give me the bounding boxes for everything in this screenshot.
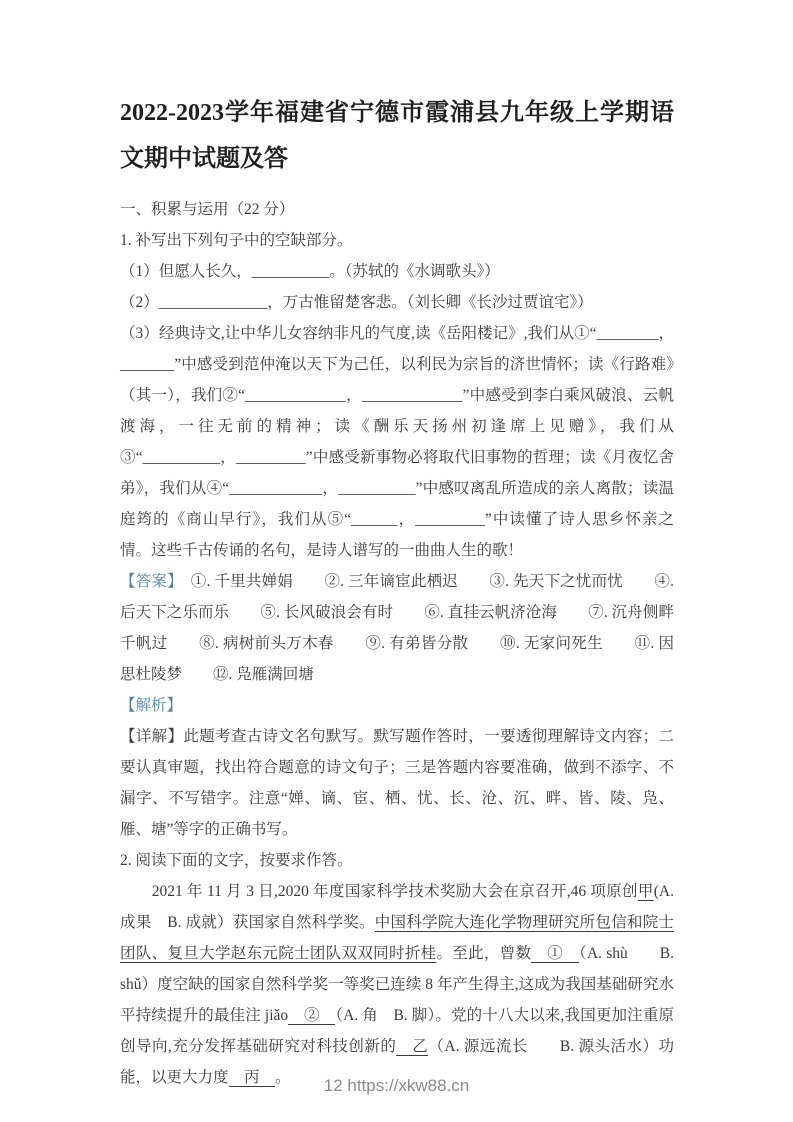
detail-paragraph bbox=[120, 721, 674, 845]
passage-seg-1: 2021 年 11 月 3 日,2020 年度国家科学技术奖励大会在京召开,46 项原创 bbox=[120, 883, 638, 900]
question-2-stem: 2. 阅读下面的文字，按要求作答。 bbox=[120, 852, 353, 869]
passage-seg-4: （A. shù B. shǔ）度空缺的国家自然科学奖一等奖已连续 8 年产生得主,这成为我国基础研究水平持续提升的最佳注 jiǎo bbox=[120, 945, 674, 1024]
choice-blank-yi: 乙 bbox=[396, 1038, 429, 1055]
emphasized-char: 数 · bbox=[516, 945, 532, 962]
passage-seg-2: (A. 成果 B. 成就）获国家自然科学奖。 bbox=[120, 883, 674, 931]
passage-seg-6: （A. 源远流长 B. 源头活水）功能，以更大力度 bbox=[120, 1038, 674, 1086]
question-1-stem: 1. 补写出下列句子中的空缺部分。 bbox=[120, 232, 353, 249]
page-footer: 12 https://xkw88.cn bbox=[323, 1076, 470, 1095]
choice-blank-1: ① bbox=[531, 945, 579, 962]
document-content bbox=[120, 90, 674, 1093]
question-2-passage bbox=[120, 876, 674, 1093]
passage-seg-3: 。至此，曾 bbox=[436, 945, 516, 962]
section-heading: 一、积累与运用（22 分） bbox=[120, 201, 295, 218]
question-1-item-2: （2）______________，万古惟留楚客悲。（刘长卿《长沙过贾谊宅》） bbox=[120, 294, 593, 311]
choice-blank-bing: 丙 bbox=[228, 1069, 276, 1086]
question-1-item-3: （3）经典诗文,让中华儿女容纳非凡的气度,读《岳阳楼记》,我们从①“________，_______”中感受到范仲淹以天下为己任，以利民为宗旨的济世情怀；读《行路难》（其一），我们②“_____________，_____________”中感受到李白乘风破浪、云帆渡海，一往无前的精神；读《酬乐天扬州初逢席上见赠》，我们从③“__________，_________”中感受新事物必将取代旧事物的哲理；读《月夜忆舍弟》，我们从④“____________，__________”中感叹离乱所造成的亲人离散；读温庭筠的《商山早行》，我们从⑤“______，_________”中读懂了诗人思乡怀亲之情。这些千古传诵的名句，是诗人谱写的一曲曲人生的歌！ bbox=[120, 325, 674, 559]
passage-seg-5: （A. 角 B. 脚）。党的十八大以来,我国更加注重原创导向,充分发挥基础研究对科技创新的 bbox=[120, 1007, 674, 1055]
underlined-sentence: 中国科学院大连化学物理研究所包信和院士团队、复旦大学赵东元院士团队双双同时折桂 bbox=[120, 914, 674, 962]
choice-blank-2: ② bbox=[288, 1007, 336, 1024]
choice-blank-jia: 甲 bbox=[637, 883, 654, 900]
passage-seg-7: 。 bbox=[275, 1069, 291, 1086]
detail-text: 此题考查古诗文名句默写。默写题作答时，一要透彻理解诗文内容；二要认真审题，找出符合题意的诗文句子；三是答题内容要准确，做到不添字、不漏字、不写错字。注意“婵、谪、宦、栖、忧、长、沧、沉、畔、皆、陵、凫、雁、塘”等字的正确书写。 bbox=[120, 728, 674, 838]
page-title: 2022-2023学年福建省宁德市霞浦县九年级上学期语文期中试题及答 bbox=[120, 100, 674, 172]
analysis-label: 【解析】 bbox=[120, 697, 183, 714]
detail-label: 【详解】 bbox=[120, 728, 184, 745]
answer-text: ①. 千里共婵娟 ②. 三年谪宦此栖迟 ③. 先天下之忧而忧 ④. 后天下之乐而乐 ⑤. 长风破浪会有时 ⑥. 直挂云帆济沧海 ⑦. 沉舟侧畔千帆过 ⑧. 病树前头万木春 ⑨. 有弟皆分散 ⑩. 无家问死生 ⑪. 因思杜陵梦 ⑫. 凫雁满回塘 bbox=[120, 573, 674, 683]
analysis-paragraph bbox=[120, 690, 674, 721]
answer-label: 【答案】 bbox=[120, 573, 176, 590]
question-1-item-1: （1）但愿人长久，__________。（苏轼的《水调歌头》） bbox=[120, 263, 500, 280]
answer-paragraph bbox=[120, 566, 674, 690]
